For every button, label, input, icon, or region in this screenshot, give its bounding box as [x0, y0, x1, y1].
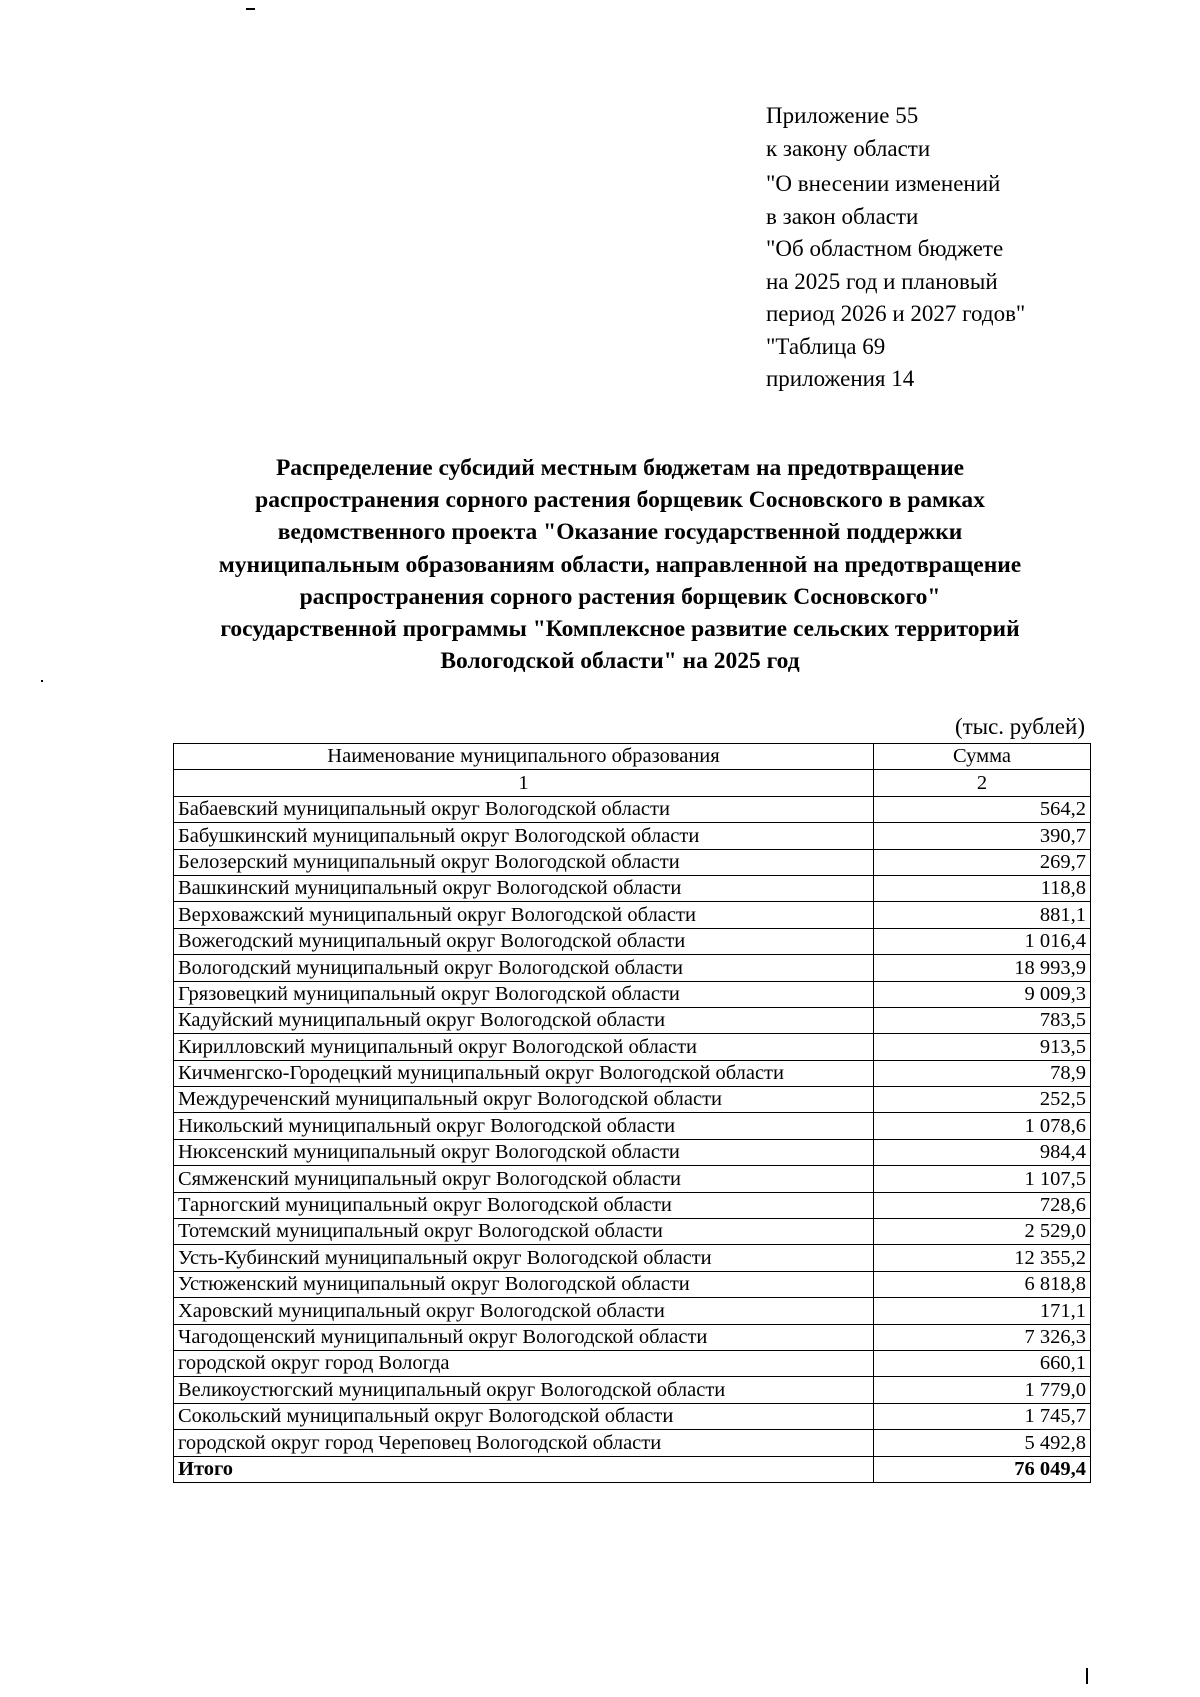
row-sum: 6 818,8 — [874, 1271, 1091, 1297]
table-row — [174, 875, 1091, 901]
row-sum: 1 107,5 — [874, 1166, 1091, 1192]
scan-mark-left — [41, 680, 43, 682]
distribution-table — [173, 743, 1091, 1483]
table-row — [174, 1271, 1091, 1297]
row-name: Вологодский муниципальный округ Вологодской области — [174, 955, 874, 981]
total-row — [174, 1456, 1091, 1482]
header-name: Наименование муниципального образования — [174, 744, 874, 770]
title-line: Вологодской области" на 2025 год — [440, 648, 800, 675]
scan-mark-bottom — [1086, 1668, 1088, 1684]
row-sum: 783,5 — [874, 1007, 1091, 1033]
row-name: Грязовецкий муниципальный округ Вологодской области — [174, 981, 874, 1007]
units-label: (тыс. рублей) — [954, 714, 1085, 739]
row-name: Бабушкинский муниципальный округ Вологодской области — [174, 823, 874, 849]
table-row — [174, 1350, 1091, 1376]
appendix-line: к закону области — [766, 135, 931, 161]
total-sum: 76 049,4 — [874, 1456, 1091, 1482]
row-sum: 9 009,3 — [874, 981, 1091, 1007]
row-sum: 913,5 — [874, 1034, 1091, 1060]
table-row — [174, 1192, 1091, 1218]
table-row — [174, 1377, 1091, 1403]
row-name: Никольский муниципальный округ Вологодской области — [174, 1113, 874, 1139]
row-sum: 12 355,2 — [874, 1245, 1091, 1271]
row-name: Тарногский муниципальный округ Вологодской области — [174, 1192, 874, 1218]
title-line: распространения сорного растения борщевик Сосновского в рамках — [255, 487, 985, 514]
row-name: Великоустюгский муниципальный округ Вологодской области — [174, 1377, 874, 1403]
table-row — [174, 1298, 1091, 1324]
table-body — [174, 796, 1091, 1482]
row-sum: 564,2 — [874, 796, 1091, 822]
column-number: 2 — [874, 770, 1091, 796]
appendix-line: приложения 14 — [766, 366, 915, 391]
row-name: городской округ город Череповец Вологодской области — [174, 1430, 874, 1456]
row-name: Чагодощенский муниципальный округ Вологодской области — [174, 1324, 874, 1350]
row-name: Белозерский муниципальный округ Вологодской области — [174, 849, 874, 875]
table-row — [174, 823, 1091, 849]
table-row — [174, 1430, 1091, 1456]
scan-mark-top — [246, 8, 255, 10]
table-row — [174, 1245, 1091, 1271]
row-sum: 984,4 — [874, 1139, 1091, 1165]
row-name: Кадуйский муниципальный округ Вологодской области — [174, 1007, 874, 1033]
row-name: Кичменгско-Городецкий муниципальный округ Вологодской области — [174, 1060, 874, 1086]
row-name: городской округ город Вологда — [174, 1350, 874, 1376]
table-row — [174, 1324, 1091, 1350]
table-header-row — [174, 744, 1091, 770]
row-name: Сямженский муниципальный округ Вологодской области — [174, 1166, 874, 1192]
row-sum: 7 326,3 — [874, 1324, 1091, 1350]
row-sum: 118,8 — [874, 875, 1091, 901]
table-row — [174, 928, 1091, 954]
row-sum: 728,6 — [874, 1192, 1091, 1218]
row-name: Вожегодский муниципальный округ Вологодской области — [174, 928, 874, 954]
appendix-line: "О внесении изменений — [766, 171, 1001, 196]
row-name: Нюксенский муниципальный округ Вологодской области — [174, 1139, 874, 1165]
row-sum: 1 745,7 — [874, 1403, 1091, 1429]
table-row — [174, 1139, 1091, 1165]
row-name: Тотемский муниципальный округ Вологодской области — [174, 1219, 874, 1245]
appendix-line: в закон области — [766, 203, 919, 229]
row-name: Вашкинский муниципальный округ Вологодской области — [174, 875, 874, 901]
row-sum: 5 492,8 — [874, 1430, 1091, 1456]
row-sum: 171,1 — [874, 1298, 1091, 1324]
row-sum: 1 779,0 — [874, 1377, 1091, 1403]
row-name: Кирилловский муниципальный округ Вологодской области — [174, 1034, 874, 1060]
column-number: 1 — [174, 770, 874, 796]
table-row — [174, 1034, 1091, 1060]
row-sum: 252,5 — [874, 1087, 1091, 1113]
row-name: Устюженский муниципальный округ Вологодской области — [174, 1271, 874, 1297]
row-sum: 1 078,6 — [874, 1113, 1091, 1139]
row-sum: 18 993,9 — [874, 955, 1091, 981]
title-line: муниципальным образованиям области, направленной на предотвращение — [218, 551, 1022, 578]
row-name: Верховажский муниципальный округ Вологодской области — [174, 902, 874, 928]
row-sum: 1 016,4 — [874, 928, 1091, 954]
row-sum: 881,1 — [874, 902, 1091, 928]
title-line: ведомственного проекта "Оказание государственной поддержки — [277, 519, 963, 546]
appendix-line: период 2026 и 2027 годов" — [766, 301, 1026, 326]
appendix-line: на 2025 год и плановый — [766, 268, 998, 294]
table-row — [174, 1219, 1091, 1245]
row-name: Харовский муниципальный округ Вологодской области — [174, 1298, 874, 1324]
table-row — [174, 1113, 1091, 1139]
row-name: Междуреченский муниципальный округ Вологодской области — [174, 1087, 874, 1113]
table-row — [174, 955, 1091, 981]
table-row — [174, 1060, 1091, 1086]
table-row — [174, 1087, 1091, 1113]
table-row — [174, 849, 1091, 875]
row-sum: 78,9 — [874, 1060, 1091, 1086]
row-sum: 390,7 — [874, 823, 1091, 849]
table-row — [174, 1007, 1091, 1033]
appendix-line: "Об областном бюджете — [766, 236, 1004, 261]
appendix-line: "Таблица 69 — [766, 333, 886, 359]
document-title — [150, 452, 1090, 677]
total-label: Итого — [174, 1456, 874, 1482]
row-sum: 2 529,0 — [874, 1219, 1091, 1245]
title-line: государственной программы "Комплексное развитие сельских территорий — [220, 616, 1020, 643]
title-line: распространения сорного растения борщевик Сосновского" — [299, 583, 941, 610]
row-name: Бабаевский муниципальный округ Вологодской области — [174, 796, 874, 822]
title-line: Распределение субсидий местным бюджетам на предотвращение — [275, 455, 965, 481]
table-row — [174, 902, 1091, 928]
table-row — [174, 1403, 1091, 1429]
table-row — [174, 1166, 1091, 1192]
row-sum: 269,7 — [874, 849, 1091, 875]
appendix-line: Приложение 55 — [766, 103, 919, 128]
column-number-row — [174, 770, 1091, 796]
row-sum: 660,1 — [874, 1350, 1091, 1376]
row-name: Усть-Кубинский муниципальный округ Вологодской области — [174, 1245, 874, 1271]
table-row — [174, 796, 1091, 822]
header-sum: Сумма — [874, 744, 1091, 770]
row-name: Сокольский муниципальный округ Вологодской области — [174, 1403, 874, 1429]
appendix-header — [766, 100, 1126, 396]
table-row — [174, 981, 1091, 1007]
